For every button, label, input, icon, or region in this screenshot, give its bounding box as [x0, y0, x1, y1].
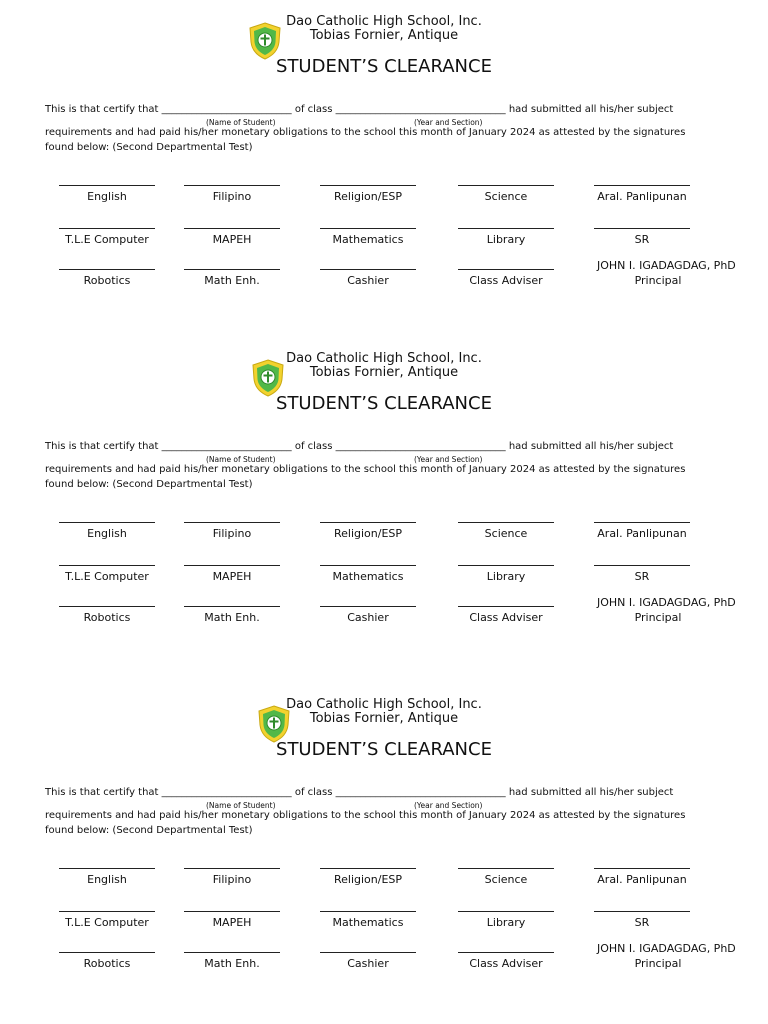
- signature-line[interactable]: [594, 522, 690, 523]
- principal-name: JOHN I. IGADAGDAG, PhD: [597, 259, 736, 272]
- signature-line[interactable]: [184, 228, 280, 229]
- clearance-slip: [0, 683, 768, 983]
- signature-line[interactable]: [320, 185, 416, 186]
- signatory-label: Robotics: [83, 611, 131, 624]
- principal-name: JOHN I. IGADAGDAG, PhD: [597, 942, 736, 955]
- signature-line[interactable]: [320, 565, 416, 566]
- signatory-label: Religion/ESP: [333, 527, 403, 540]
- signatory-label: Mathematics: [332, 570, 404, 583]
- signatory-label: MAPEH: [212, 570, 252, 583]
- signature-line[interactable]: [594, 868, 690, 869]
- signature-line[interactable]: [59, 269, 155, 270]
- signature-line[interactable]: [320, 522, 416, 523]
- signature-line[interactable]: [59, 952, 155, 953]
- signature-line[interactable]: [320, 911, 416, 912]
- school-address: Tobias Fornier, Antique: [309, 365, 459, 380]
- signatory-label: SR: [634, 916, 650, 929]
- signature-line[interactable]: [594, 911, 690, 912]
- certification-line-3: found below: (Second Departmental Test): [45, 142, 253, 153]
- signature-line[interactable]: [184, 185, 280, 186]
- certification-line-2: requirements and had paid his/her monetary obligations to the school this month of January 2024 as attested by the signatures: [45, 464, 686, 475]
- signatory-label: English: [87, 873, 127, 886]
- signature-line[interactable]: [59, 228, 155, 229]
- signatory-label: T.L.E Computer: [65, 916, 149, 929]
- signatory-label: Class Adviser: [469, 611, 543, 624]
- caption-year-and-section: (Year and Section): [414, 801, 483, 810]
- signatory-label: Math Enh.: [204, 611, 260, 624]
- signature-line[interactable]: [320, 228, 416, 229]
- signature-line[interactable]: [59, 868, 155, 869]
- school-address: Tobias Fornier, Antique: [309, 28, 459, 43]
- signature-line[interactable]: [458, 565, 554, 566]
- certification-line-2: requirements and had paid his/her monetary obligations to the school this month of January 2024 as attested by the signatures: [45, 127, 686, 138]
- signature-line[interactable]: [458, 606, 554, 607]
- signatory-label: Math Enh.: [204, 274, 260, 287]
- caption-year-and-section: (Year and Section): [414, 118, 483, 127]
- signatory-label: MAPEH: [212, 233, 252, 246]
- form-title: STUDENT’S CLEARANCE: [276, 739, 492, 760]
- principal-title: Principal: [634, 957, 682, 970]
- signature-line[interactable]: [59, 606, 155, 607]
- signatory-label: T.L.E Computer: [65, 570, 149, 583]
- signature-line[interactable]: [184, 565, 280, 566]
- signatory-label: Filipino: [212, 527, 252, 540]
- signatory-label: T.L.E Computer: [65, 233, 149, 246]
- school-name: Dao Catholic High School, Inc.: [286, 697, 482, 712]
- signatory-label: Aral. Panlipunan: [597, 190, 687, 203]
- signature-line[interactable]: [458, 522, 554, 523]
- signatory-label: English: [87, 190, 127, 203]
- caption-year-and-section: (Year and Section): [414, 455, 483, 464]
- certification-line-2: requirements and had paid his/her monetary obligations to the school this month of January 2024 as attested by the signatures: [45, 810, 686, 821]
- signature-line[interactable]: [59, 565, 155, 566]
- signature-line[interactable]: [594, 565, 690, 566]
- signatory-label: Cashier: [347, 957, 389, 970]
- signatory-label: English: [87, 527, 127, 540]
- signatory-label: Aral. Panlipunan: [597, 873, 687, 886]
- signatory-label: Filipino: [212, 190, 252, 203]
- signatory-label: Cashier: [347, 274, 389, 287]
- signature-line[interactable]: [184, 606, 280, 607]
- signatory-label: Class Adviser: [469, 274, 543, 287]
- signatory-label: Aral. Panlipunan: [597, 527, 687, 540]
- signatory-label: Science: [484, 873, 528, 886]
- signatory-label: Cashier: [347, 611, 389, 624]
- signatory-label: Robotics: [83, 957, 131, 970]
- signature-line[interactable]: [320, 952, 416, 953]
- caption-name-of-student: (Name of Student): [206, 801, 276, 810]
- certification-line-1: This is that certify that __________________________ of class __________________________________ had submitted all his/her subject: [45, 104, 674, 115]
- clearance-slip: [0, 0, 768, 300]
- principal-title: Principal: [634, 611, 682, 624]
- signature-line[interactable]: [458, 269, 554, 270]
- signature-line[interactable]: [59, 911, 155, 912]
- signatory-label: Religion/ESP: [333, 190, 403, 203]
- caption-name-of-student: (Name of Student): [206, 455, 276, 464]
- signature-line[interactable]: [594, 228, 690, 229]
- school-address: Tobias Fornier, Antique: [309, 711, 459, 726]
- signatory-label: Math Enh.: [204, 957, 260, 970]
- form-title: STUDENT’S CLEARANCE: [276, 393, 492, 414]
- signatory-label: Science: [484, 190, 528, 203]
- signature-line[interactable]: [184, 911, 280, 912]
- signature-line[interactable]: [320, 606, 416, 607]
- certification-line-3: found below: (Second Departmental Test): [45, 825, 253, 836]
- signature-line[interactable]: [184, 952, 280, 953]
- signatory-label: Robotics: [83, 274, 131, 287]
- signatory-label: Filipino: [212, 873, 252, 886]
- form-title: STUDENT’S CLEARANCE: [276, 56, 492, 77]
- signatory-label: Religion/ESP: [333, 873, 403, 886]
- signature-line[interactable]: [458, 228, 554, 229]
- signatory-label: SR: [634, 570, 650, 583]
- principal-name: JOHN I. IGADAGDAG, PhD: [597, 596, 736, 609]
- signatory-label: Library: [486, 570, 526, 583]
- signature-line[interactable]: [59, 522, 155, 523]
- principal-title: Principal: [634, 274, 682, 287]
- signature-line[interactable]: [458, 185, 554, 186]
- signatory-label: Library: [486, 233, 526, 246]
- school-name: Dao Catholic High School, Inc.: [286, 14, 482, 29]
- signatory-label: MAPEH: [212, 916, 252, 929]
- signatory-label: Mathematics: [332, 233, 404, 246]
- signatory-label: Library: [486, 916, 526, 929]
- signature-line[interactable]: [184, 269, 280, 270]
- clearance-slip: [0, 337, 768, 637]
- signature-line[interactable]: [458, 868, 554, 869]
- certification-line-1: This is that certify that __________________________ of class __________________________________ had submitted all his/her subject: [45, 441, 674, 452]
- signatory-label: Mathematics: [332, 916, 404, 929]
- signature-line[interactable]: [594, 185, 690, 186]
- signature-line[interactable]: [320, 269, 416, 270]
- signature-line[interactable]: [184, 522, 280, 523]
- signature-line[interactable]: [458, 952, 554, 953]
- signature-line[interactable]: [320, 868, 416, 869]
- certification-line-3: found below: (Second Departmental Test): [45, 479, 253, 490]
- signatory-label: Science: [484, 527, 528, 540]
- signatory-label: Class Adviser: [469, 957, 543, 970]
- caption-name-of-student: (Name of Student): [206, 118, 276, 127]
- school-name: Dao Catholic High School, Inc.: [286, 351, 482, 366]
- signature-line[interactable]: [59, 185, 155, 186]
- signatory-label: SR: [634, 233, 650, 246]
- signature-line[interactable]: [458, 911, 554, 912]
- signature-line[interactable]: [184, 868, 280, 869]
- certification-line-1: This is that certify that __________________________ of class __________________________________ had submitted all his/her subject: [45, 787, 674, 798]
